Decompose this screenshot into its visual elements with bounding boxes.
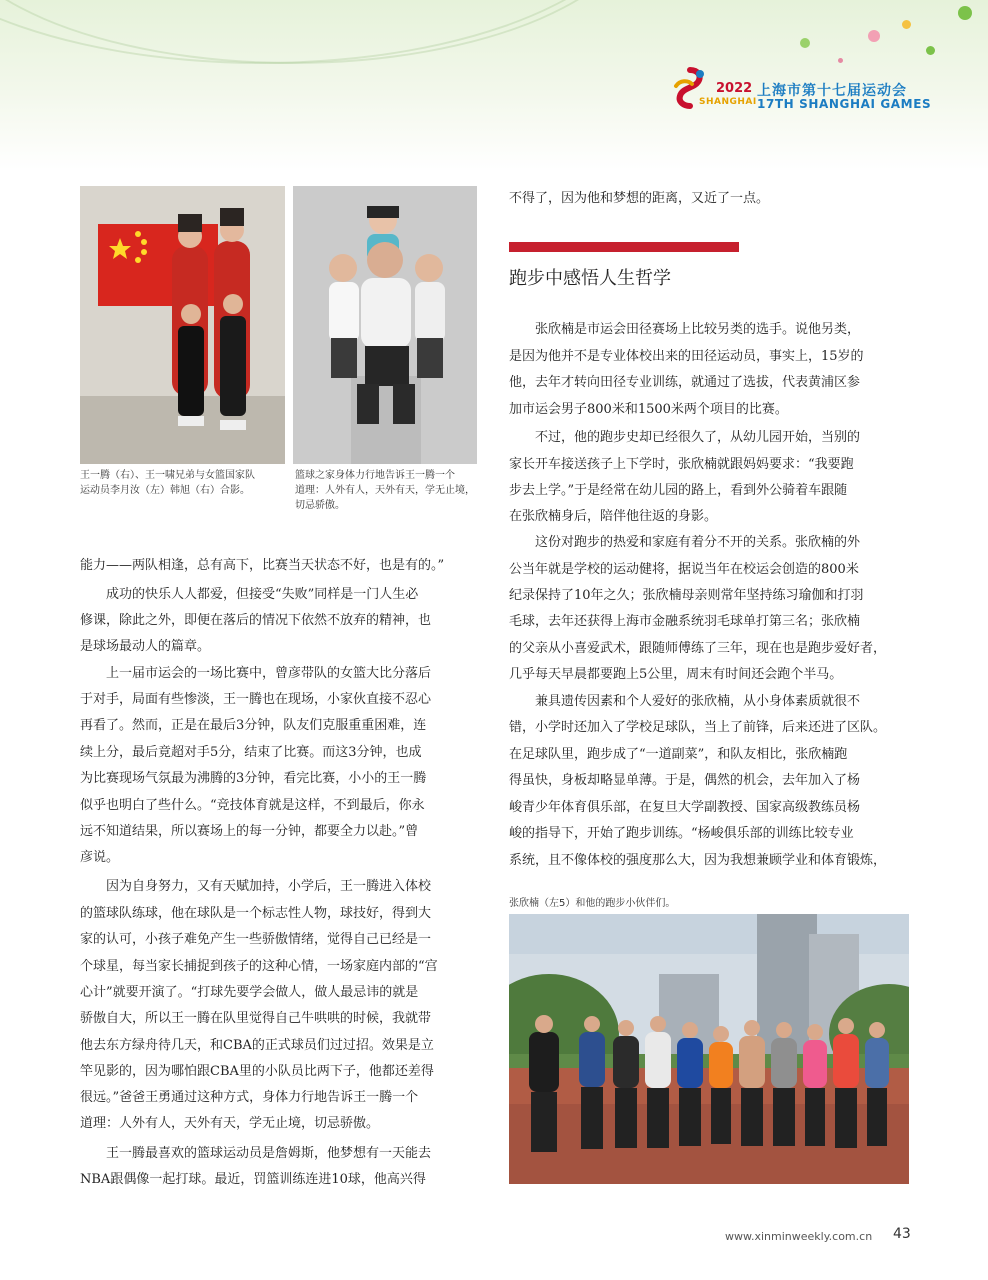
section-title: 跑步中感悟人生哲学 [509, 268, 671, 289]
paragraph-line: 的篮球队练球，他在球队是一个标志性人物，球技好，得到大 [80, 906, 432, 921]
paragraph-line: 兼具遗传因素和个人爱好的张欣楠，从小身体素质就很不 [509, 694, 861, 709]
paragraph-line: 纪录保持了10年之久；张欣楠母亲则常年坚持练习瑜伽和打羽 [509, 588, 864, 603]
paragraph-line: 彦说。 [80, 850, 120, 865]
paragraph-line: 他，去年才转向田径专业训练，就通过了选拔，代表黄浦区参 [509, 375, 861, 390]
paragraph-line: 竿见影的，因为哪怕跟CBA里的小队员比两下子，他都还差得 [80, 1064, 434, 1079]
caption-line: 切忌骄傲。 [295, 500, 345, 511]
caption-line: 王一腾（右）、王一啸兄弟与女篮国家队 [80, 470, 255, 481]
logo-english-title: 17TH SHANGHAI GAMES [757, 97, 932, 111]
paragraph-line: 能力——两队相逢，总有高下，比赛当天状态不好，也是有的。” [80, 558, 445, 573]
paragraph-line: 个球星，每当家长捕捉到孩子的这种心情，一场家庭内部的“宫 [80, 959, 438, 974]
paragraph-line: 系统，且不像体校的强度那么大，因为我想兼顾学业和体育锻炼， [509, 853, 887, 868]
paragraph-line: 几乎每天早晨都要跑上5公里，周末有时间还会跑个半马。 [509, 667, 843, 682]
paragraph-line: 为比赛现场气氛最为沸腾的3分钟，看完比赛，小小的王一腾 [80, 771, 427, 786]
paragraph-line: 得虽快，身板却略显单薄。于是，偶然的机会，去年加入了杨 [509, 773, 861, 788]
section-divider-bar [509, 242, 739, 252]
paragraph-line: 上一届市运会的一场比赛中，曾彦带队的女篮大比分落后 [80, 666, 432, 681]
decorative-dot [800, 38, 810, 48]
paragraph-line: 再看了。然而，正是在最后3分钟，队友们克服重重困难，连 [80, 718, 427, 733]
paragraph-line: 王一腾最喜欢的篮球运动员是詹姆斯，他梦想有一天能去 [80, 1146, 432, 1161]
paragraph-line: 修课，除此之外，即便在落后的情况下依然不放弃的精神，也 [80, 613, 432, 628]
logo-city: SHANGHAI [699, 97, 757, 107]
paragraph-line: 步去上学。”于是经常在幼儿园的路上，看到外公骑着车跟随 [509, 483, 848, 498]
paragraph-line: 他去东方绿舟待几天，和CBA的正式球员们过过招。效果是立 [80, 1038, 434, 1053]
paragraph-line: 张欣楠是市运会田径赛场上比较另类的选手。说他另类， [509, 322, 861, 337]
decorative-dot [958, 6, 972, 20]
logo-chinese-title: 上海市第十七届运动会 [757, 83, 907, 99]
logo-year: 2022 [716, 81, 753, 96]
paragraph-line: 公当年就是学校的运动健将，据说当年在校运会创造的800米 [509, 562, 859, 577]
paragraph-line: 远不知道结果，所以赛场上的每一分钟，都要全力以赴。”曾 [80, 824, 419, 839]
paragraph-line: 骄傲自大，所以王一腾在队里觉得自己牛哄哄的时候，我就带 [80, 1011, 432, 1026]
right-column-top-line: 不得了，因为他和梦想的距离，又近了一点。 [509, 191, 770, 206]
paragraph-line: 毛球，去年还获得上海市金融系统羽毛球单打第三名；张欣楠 [509, 614, 861, 629]
paragraph-line: 续上分，最后竟超对手5分，结束了比赛。而这3分钟，也成 [80, 745, 422, 760]
page-number: 43 [893, 1226, 911, 1242]
paragraph-line: 峻青少年体育俱乐部，在复旦大学副教授、国家高级教练员杨 [509, 800, 861, 815]
paragraph-line: 峻的指导下，开始了跑步训练。“杨峻俱乐部的训练比较专业 [509, 826, 854, 841]
photo-caption-left [80, 468, 290, 498]
photo-family-portrait [293, 186, 477, 464]
decorative-dot [926, 46, 935, 55]
footer-url: www.xinminweekly.com.cn [725, 1230, 873, 1243]
caption-line: 篮球之家身体力行地告诉王一腾一个 [295, 470, 455, 481]
paragraph-line: 道理：人外有人，天外有天，学无止境，切忌骄傲。 [80, 1116, 380, 1131]
paragraph-line: 的父亲从小喜爱武术，跟随师傅练了三年，现在也是跑步爱好者， [509, 641, 887, 656]
photo-running-group [509, 914, 909, 1184]
paragraph-line: 加市运会男子800米和1500米两个项目的比赛。 [509, 402, 788, 417]
paragraph-line: 心计”就要开演了。“打球先要学会做人，做人最忌讳的就是 [80, 985, 419, 1000]
photo-caption-bottom: 张欣楠（左5）和他的跑步小伙伴们。 [509, 898, 676, 909]
paragraph-line: NBA跟偶像一起打球。最近，罚篮训练连进10球，他高兴得 [80, 1172, 426, 1187]
paragraph-line: 于对手，局面有些惨淡，王一腾也在现场，小家伙直接不忍心 [80, 692, 432, 707]
caption-line: 运动员李月汝（左）韩旭（右）合影。 [80, 485, 250, 496]
paragraph-line: 在足球队里，跑步成了“一道副菜”，和队友相比，张欣楠跑 [509, 747, 848, 762]
photo-caption-middle [295, 468, 485, 513]
paragraph-line: 错，小学时还加入了学校足球队，当上了前锋，后来还进了区队。 [509, 720, 887, 735]
decorative-dot [868, 30, 880, 42]
decorative-dot [902, 20, 911, 29]
paragraph-line: 成功的快乐人人都爱，但接受“失败”同样是一门人生必 [80, 587, 419, 602]
paragraph-line: 因为自身努力，又有天赋加持，小学后，王一腾进入体校 [80, 879, 432, 894]
paragraph-line: 这份对跑步的热爱和家庭有着分不开的关系。张欣楠的外 [509, 535, 861, 550]
paragraph-line: 很远。”爸爸王勇通过这种方式，身体力行地告诉王一腾一个 [80, 1090, 419, 1105]
decorative-dot [838, 58, 843, 63]
paragraph-line: 似乎也明白了些什么。“竞技体育就是这样，不到最后，你永 [80, 798, 425, 813]
paragraph-line: 家的认可，小孩子难免产生一些骄傲情绪，觉得自己已经是一 [80, 932, 432, 947]
paragraph-line: 是因为他并不是专业体校出来的田径运动员，事实上，15岁的 [509, 349, 864, 364]
paragraph-line: 家长开车接送孩子上下学时，张欣楠就跟妈妈要求：“我要跑 [509, 457, 854, 472]
photo-brothers-with-players [80, 186, 285, 464]
paragraph-line: 不过，他的跑步史却已经很久了，从幼儿园开始，当别的 [509, 430, 861, 445]
paragraph-line: 在张欣楠身后，陪伴他往返的身影。 [509, 509, 718, 524]
paragraph-line: 是球场最动人的篇章。 [80, 639, 211, 654]
caption-line: 道理：人外有人，天外有天，学无止境， [295, 485, 475, 496]
